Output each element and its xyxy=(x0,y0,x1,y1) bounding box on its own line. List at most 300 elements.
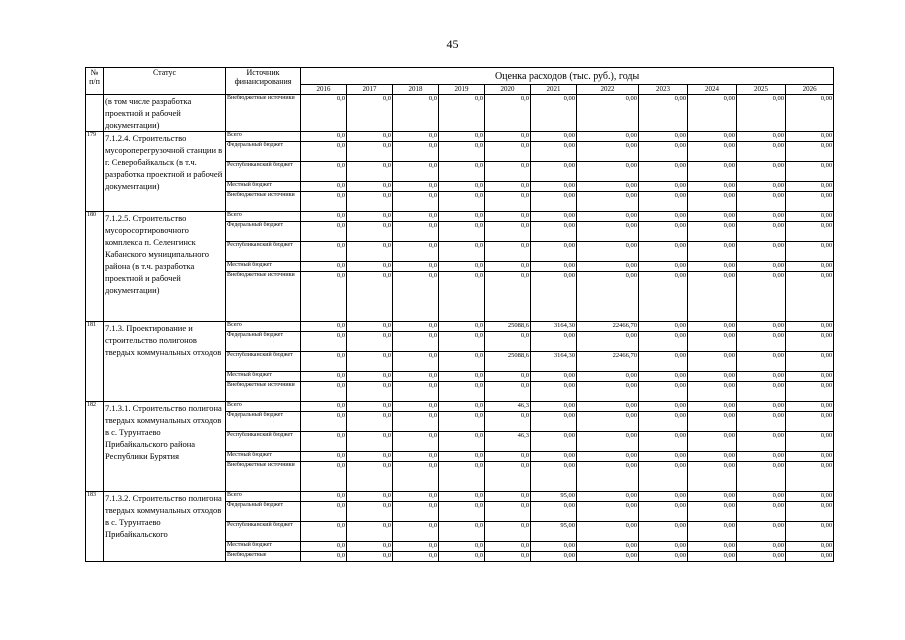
header-estimate: Оценка расходов (тыс. руб.), годы xyxy=(301,68,834,85)
value-cell: 0,00 xyxy=(577,462,639,492)
value-cell: 0,00 xyxy=(639,552,688,562)
status-cell: 7.1.3.2. Строительство полигона твердых коммунальных отходов в с. Турунтаево Прибайкальского xyxy=(104,492,226,562)
row-number: 180 xyxy=(86,212,104,322)
funding-source: Местный бюджет xyxy=(226,262,301,272)
value-cell: 0,00 xyxy=(531,162,577,182)
value-cell: 0,0 xyxy=(347,262,393,272)
table-row xyxy=(86,402,834,412)
value-cell: 0,0 xyxy=(485,212,531,222)
header-year: 2018 xyxy=(393,85,439,95)
value-cell: 0,00 xyxy=(737,192,786,212)
value-cell: 0,00 xyxy=(688,432,737,452)
header-year: 2023 xyxy=(639,85,688,95)
funding-source: Республиканский бюджет xyxy=(226,522,301,542)
funding-source: Республиканский бюджет xyxy=(226,242,301,262)
value-cell: 0,0 xyxy=(439,462,485,492)
value-cell: 0,0 xyxy=(393,492,439,502)
value-cell: 0,00 xyxy=(737,142,786,162)
funding-source: Внебюджетные источники xyxy=(226,272,301,322)
value-cell: 0,00 xyxy=(688,502,737,522)
value-cell: 0,00 xyxy=(688,372,737,382)
value-cell: 0,00 xyxy=(688,402,737,412)
value-cell: 0,00 xyxy=(639,502,688,522)
value-cell: 0,0 xyxy=(439,95,485,132)
header-year: 2026 xyxy=(786,85,834,95)
value-cell: 0,0 xyxy=(301,322,347,332)
value-cell: 0,0 xyxy=(301,462,347,492)
value-cell: 0,0 xyxy=(439,272,485,322)
value-cell: 0,0 xyxy=(301,402,347,412)
value-cell: 0,0 xyxy=(393,352,439,372)
value-cell: 0,00 xyxy=(639,372,688,382)
value-cell: 0,00 xyxy=(639,462,688,492)
value-cell: 0,00 xyxy=(577,552,639,562)
value-cell: 0,0 xyxy=(439,542,485,552)
value-cell: 0,00 xyxy=(737,522,786,542)
value-cell: 0,00 xyxy=(639,352,688,372)
value-cell: 0,0 xyxy=(393,162,439,182)
value-cell: 0,0 xyxy=(347,182,393,192)
value-cell: 0,00 xyxy=(737,242,786,262)
value-cell: 0,00 xyxy=(531,542,577,552)
value-cell: 0,00 xyxy=(639,182,688,192)
value-cell: 0,0 xyxy=(393,262,439,272)
value-cell: 0,00 xyxy=(639,322,688,332)
value-cell: 0,00 xyxy=(688,382,737,402)
value-cell: 0,00 xyxy=(531,192,577,212)
value-cell: 0,00 xyxy=(577,212,639,222)
value-cell: 0,0 xyxy=(439,162,485,182)
value-cell: 0,0 xyxy=(485,492,531,502)
value-cell: 0,00 xyxy=(688,262,737,272)
value-cell: 0,0 xyxy=(485,222,531,242)
value-cell: 0,00 xyxy=(688,182,737,192)
value-cell: 0,0 xyxy=(347,412,393,432)
value-cell: 0,0 xyxy=(347,212,393,222)
value-cell: 0,0 xyxy=(439,132,485,142)
table-row xyxy=(86,212,834,222)
value-cell: 0,0 xyxy=(393,132,439,142)
value-cell: 0,00 xyxy=(639,402,688,412)
value-cell: 0,00 xyxy=(531,272,577,322)
value-cell: 0,00 xyxy=(688,492,737,502)
value-cell: 0,0 xyxy=(485,132,531,142)
value-cell: 0,0 xyxy=(347,242,393,262)
value-cell: 0,0 xyxy=(485,262,531,272)
value-cell: 0,00 xyxy=(688,132,737,142)
value-cell: 0,0 xyxy=(393,222,439,242)
value-cell: 0,0 xyxy=(301,182,347,192)
funding-source: Республиканский бюджет xyxy=(226,432,301,452)
value-cell: 0,00 xyxy=(786,542,834,552)
funding-source: Всего xyxy=(226,322,301,332)
value-cell: 0,00 xyxy=(531,242,577,262)
value-cell: 0,00 xyxy=(577,242,639,262)
value-cell: 0,00 xyxy=(531,402,577,412)
table-row xyxy=(86,95,834,132)
value-cell: 0,00 xyxy=(577,95,639,132)
value-cell: 0,0 xyxy=(393,402,439,412)
value-cell: 0,0 xyxy=(393,372,439,382)
value-cell: 0,0 xyxy=(393,452,439,462)
value-cell: 0,00 xyxy=(688,522,737,542)
value-cell: 0,00 xyxy=(639,222,688,242)
value-cell: 0,0 xyxy=(439,432,485,452)
status-cell: 7.1.3. Проектирование и строительство полигонов твердых коммунальных отходов xyxy=(104,322,226,402)
value-cell: 0,0 xyxy=(301,492,347,502)
value-cell: 0,00 xyxy=(688,222,737,242)
value-cell: 0,00 xyxy=(577,492,639,502)
value-cell: 0,00 xyxy=(531,432,577,452)
status-cell: 7.1.2.4. Строительство мусороперегрузочной станции в г. Северобайкальск (в т.ч. разработка проектной и рабочей документации) xyxy=(104,132,226,212)
value-cell: 0,00 xyxy=(737,162,786,182)
value-cell: 0,0 xyxy=(301,372,347,382)
value-cell: 0,0 xyxy=(347,432,393,452)
funding-source: Внебюджетные источники xyxy=(226,95,301,132)
value-cell: 0,00 xyxy=(577,182,639,192)
value-cell: 0,0 xyxy=(439,332,485,352)
funding-source: Федеральный бюджет xyxy=(226,412,301,432)
funding-source: Внебюджетные источники xyxy=(226,382,301,402)
value-cell: 0,0 xyxy=(439,242,485,262)
value-cell: 0,00 xyxy=(786,372,834,382)
funding-source: Федеральный бюджет xyxy=(226,332,301,352)
value-cell: 0,0 xyxy=(301,382,347,402)
value-cell: 0,0 xyxy=(301,272,347,322)
value-cell: 0,0 xyxy=(347,162,393,182)
value-cell: 0,0 xyxy=(439,142,485,162)
value-cell: 0,00 xyxy=(737,132,786,142)
value-cell: 0,0 xyxy=(439,262,485,272)
value-cell: 0,00 xyxy=(577,382,639,402)
value-cell: 0,00 xyxy=(639,432,688,452)
value-cell: 0,00 xyxy=(688,242,737,262)
value-cell: 0,0 xyxy=(485,332,531,352)
value-cell: 0,0 xyxy=(393,182,439,192)
value-cell: 0,00 xyxy=(737,212,786,222)
row-number: 179 xyxy=(86,132,104,212)
value-cell: 0,0 xyxy=(301,212,347,222)
value-cell: 0,0 xyxy=(439,382,485,402)
value-cell: 0,00 xyxy=(639,412,688,432)
value-cell: 0,00 xyxy=(531,382,577,402)
value-cell: 0,0 xyxy=(347,492,393,502)
value-cell: 0,00 xyxy=(639,142,688,162)
value-cell: 0,0 xyxy=(301,352,347,372)
value-cell: 0,00 xyxy=(639,542,688,552)
value-cell: 0,0 xyxy=(347,452,393,462)
table-row xyxy=(86,492,834,502)
value-cell: 0,00 xyxy=(531,132,577,142)
value-cell: 0,00 xyxy=(577,262,639,272)
funding-source: Всего xyxy=(226,492,301,502)
value-cell: 0,00 xyxy=(786,432,834,452)
value-cell: 0,00 xyxy=(786,412,834,432)
value-cell: 0,0 xyxy=(347,462,393,492)
value-cell: 0,0 xyxy=(347,502,393,522)
value-cell: 0,0 xyxy=(393,382,439,402)
value-cell: 0,00 xyxy=(531,412,577,432)
value-cell: 0,00 xyxy=(639,95,688,132)
funding-source: Федеральный бюджет xyxy=(226,502,301,522)
value-cell: 0,0 xyxy=(393,432,439,452)
value-cell: 0,0 xyxy=(393,552,439,562)
value-cell: 0,00 xyxy=(639,262,688,272)
value-cell: 0,00 xyxy=(737,382,786,402)
value-cell: 0,00 xyxy=(786,352,834,372)
value-cell: 0,0 xyxy=(301,162,347,182)
value-cell: 0,00 xyxy=(531,222,577,242)
value-cell: 0,00 xyxy=(786,212,834,222)
value-cell: 0,00 xyxy=(639,192,688,212)
value-cell: 0,00 xyxy=(786,182,834,192)
value-cell: 0,00 xyxy=(786,402,834,412)
value-cell: 0,0 xyxy=(439,372,485,382)
value-cell: 0,00 xyxy=(786,262,834,272)
value-cell: 0,0 xyxy=(393,542,439,552)
value-cell: 0,00 xyxy=(688,412,737,432)
value-cell: 22466,70 xyxy=(577,322,639,332)
value-cell: 0,00 xyxy=(786,552,834,562)
value-cell: 0,00 xyxy=(688,462,737,492)
value-cell: 0,00 xyxy=(786,462,834,492)
value-cell: 0,00 xyxy=(786,132,834,142)
value-cell: 0,0 xyxy=(485,502,531,522)
value-cell: 0,00 xyxy=(786,502,834,522)
value-cell: 0,0 xyxy=(301,542,347,552)
value-cell: 0,00 xyxy=(639,452,688,462)
value-cell: 95,00 xyxy=(531,492,577,502)
value-cell: 0,00 xyxy=(688,95,737,132)
value-cell: 0,00 xyxy=(737,95,786,132)
value-cell: 0,0 xyxy=(393,192,439,212)
value-cell: 0,0 xyxy=(301,142,347,162)
value-cell: 0,00 xyxy=(531,95,577,132)
value-cell: 0,0 xyxy=(439,222,485,242)
value-cell: 0,0 xyxy=(439,402,485,412)
header-year: 2022 xyxy=(577,85,639,95)
status-cell: 7.1.2.5. Строительство мусоросортировочного комплекса п. Селенгинск Кабанского муниципального района (в т.ч. разработка проектной и рабочей документации) xyxy=(104,212,226,322)
value-cell: 0,0 xyxy=(347,522,393,542)
page-number: 45 xyxy=(446,37,459,51)
value-cell: 0,00 xyxy=(577,522,639,542)
value-cell: 0,00 xyxy=(688,352,737,372)
value-cell: 0,00 xyxy=(688,542,737,552)
value-cell: 0,00 xyxy=(577,372,639,382)
value-cell: 0,0 xyxy=(485,452,531,462)
funding-source: Местный бюджет xyxy=(226,542,301,552)
value-cell: 0,0 xyxy=(485,162,531,182)
value-cell: 0,0 xyxy=(347,142,393,162)
funding-source: Местный бюджет xyxy=(226,182,301,192)
value-cell: 0,00 xyxy=(737,322,786,332)
value-cell: 0,0 xyxy=(301,95,347,132)
value-cell: 0,00 xyxy=(737,502,786,522)
header-num: № п/п xyxy=(86,68,104,95)
value-cell: 0,0 xyxy=(393,272,439,322)
value-cell: 0,00 xyxy=(688,162,737,182)
value-cell: 0,00 xyxy=(786,332,834,352)
value-cell: 0,0 xyxy=(485,462,531,492)
value-cell: 0,00 xyxy=(639,242,688,262)
value-cell: 0,0 xyxy=(485,542,531,552)
value-cell: 0,00 xyxy=(737,552,786,562)
value-cell: 0,00 xyxy=(531,332,577,352)
value-cell: 0,00 xyxy=(531,142,577,162)
value-cell: 0,00 xyxy=(688,142,737,162)
value-cell: 0,0 xyxy=(393,322,439,332)
value-cell: 0,0 xyxy=(301,332,347,352)
value-cell: 95,00 xyxy=(531,522,577,542)
value-cell: 0,00 xyxy=(688,332,737,352)
header-year: 2017 xyxy=(347,85,393,95)
value-cell: 0,00 xyxy=(786,192,834,212)
value-cell: 0,0 xyxy=(347,132,393,142)
value-cell: 0,00 xyxy=(639,522,688,542)
value-cell: 0,0 xyxy=(301,432,347,452)
value-cell: 0,0 xyxy=(393,142,439,162)
row-number: 183 xyxy=(86,492,104,562)
value-cell: 0,0 xyxy=(393,502,439,522)
funding-source: Федеральный бюджет xyxy=(226,142,301,162)
value-cell: 0,0 xyxy=(347,272,393,322)
value-cell: 0,00 xyxy=(577,272,639,322)
value-cell: 0,0 xyxy=(301,132,347,142)
value-cell: 46,3 xyxy=(485,402,531,412)
value-cell: 0,0 xyxy=(439,182,485,192)
header-year: 2020 xyxy=(485,85,531,95)
status-cell: (в том числе разработка проектной и рабочей документации) xyxy=(104,95,226,132)
value-cell: 0,0 xyxy=(439,492,485,502)
value-cell: 0,0 xyxy=(439,552,485,562)
value-cell: 0,00 xyxy=(639,382,688,402)
value-cell: 0,0 xyxy=(393,522,439,542)
value-cell: 0,0 xyxy=(485,412,531,432)
value-cell: 0,00 xyxy=(577,452,639,462)
value-cell: 0,0 xyxy=(347,382,393,402)
value-cell: 0,0 xyxy=(485,192,531,212)
value-cell: 25088,6 xyxy=(485,352,531,372)
table-row xyxy=(86,322,834,332)
value-cell: 0,00 xyxy=(639,132,688,142)
value-cell: 0,0 xyxy=(439,322,485,332)
value-cell: 0,00 xyxy=(688,212,737,222)
value-cell: 0,0 xyxy=(485,382,531,402)
value-cell: 0,00 xyxy=(737,272,786,322)
value-cell: 0,0 xyxy=(347,352,393,372)
value-cell: 0,00 xyxy=(737,452,786,462)
value-cell: 0,0 xyxy=(439,352,485,372)
value-cell: 0,00 xyxy=(786,162,834,182)
header-year: 2025 xyxy=(737,85,786,95)
value-cell: 0,00 xyxy=(786,492,834,502)
value-cell: 0,00 xyxy=(786,142,834,162)
value-cell: 0,00 xyxy=(639,332,688,352)
value-cell: 0,00 xyxy=(639,212,688,222)
value-cell: 0,0 xyxy=(347,192,393,212)
value-cell: 0,00 xyxy=(577,162,639,182)
value-cell: 0,0 xyxy=(347,402,393,412)
value-cell: 0,0 xyxy=(485,182,531,192)
value-cell: 0,0 xyxy=(301,452,347,462)
value-cell: 0,0 xyxy=(301,522,347,542)
value-cell: 0,0 xyxy=(301,552,347,562)
value-cell: 0,0 xyxy=(485,522,531,542)
value-cell: 0,00 xyxy=(531,552,577,562)
funding-source: Всего xyxy=(226,132,301,142)
value-cell: 0,00 xyxy=(577,332,639,352)
status-cell: 7.1.3.1. Строительство полигона твердых коммунальных отходов в с. Турунтаево Прибайкальского района Республики Бурятия xyxy=(104,402,226,492)
funding-source: Всего xyxy=(226,402,301,412)
value-cell: 0,00 xyxy=(531,212,577,222)
value-cell: 0,00 xyxy=(786,242,834,262)
value-cell: 0,0 xyxy=(301,502,347,522)
value-cell: 0,00 xyxy=(577,412,639,432)
value-cell: 0,0 xyxy=(485,272,531,322)
value-cell: 0,0 xyxy=(439,452,485,462)
value-cell: 0,0 xyxy=(439,212,485,222)
value-cell: 0,0 xyxy=(439,502,485,522)
value-cell: 0,00 xyxy=(577,222,639,242)
value-cell: 0,00 xyxy=(577,142,639,162)
value-cell: 0,00 xyxy=(531,372,577,382)
value-cell: 0,00 xyxy=(577,192,639,212)
value-cell: 0,00 xyxy=(737,542,786,552)
value-cell: 0,00 xyxy=(577,432,639,452)
value-cell: 0,00 xyxy=(786,222,834,242)
value-cell: 0,00 xyxy=(531,182,577,192)
header-year: 2019 xyxy=(439,85,485,95)
value-cell: 0,00 xyxy=(786,452,834,462)
budget-table xyxy=(85,67,834,562)
funding-source: Федеральный бюджет xyxy=(226,222,301,242)
value-cell: 0,0 xyxy=(393,412,439,432)
value-cell: 0,00 xyxy=(737,462,786,492)
value-cell: 0,00 xyxy=(531,262,577,272)
value-cell: 0,00 xyxy=(639,272,688,322)
value-cell: 0,00 xyxy=(688,192,737,212)
value-cell: 0,0 xyxy=(301,412,347,432)
row-number xyxy=(86,95,104,132)
value-cell: 0,0 xyxy=(347,322,393,332)
table-row xyxy=(86,132,834,142)
value-cell: 0,0 xyxy=(301,222,347,242)
funding-source: Местный бюджет xyxy=(226,452,301,462)
value-cell: 0,0 xyxy=(485,552,531,562)
funding-source: Местный бюджет xyxy=(226,372,301,382)
value-cell: 0,0 xyxy=(347,542,393,552)
value-cell: 0,00 xyxy=(531,462,577,492)
value-cell: 0,0 xyxy=(485,242,531,262)
value-cell: 0,0 xyxy=(439,522,485,542)
value-cell: 0,0 xyxy=(485,95,531,132)
value-cell: 0,0 xyxy=(393,212,439,222)
value-cell: 0,0 xyxy=(439,412,485,432)
value-cell: 0,00 xyxy=(786,522,834,542)
value-cell: 0,0 xyxy=(347,372,393,382)
row-number: 182 xyxy=(86,402,104,492)
header-year: 2016 xyxy=(301,85,347,95)
value-cell: 0,00 xyxy=(639,162,688,182)
value-cell: 0,0 xyxy=(439,192,485,212)
value-cell: 0,00 xyxy=(688,452,737,462)
value-cell: 0,00 xyxy=(577,402,639,412)
value-cell: 0,00 xyxy=(737,432,786,452)
value-cell: 0,00 xyxy=(737,492,786,502)
value-cell: 46,3 xyxy=(485,432,531,452)
value-cell: 0,00 xyxy=(737,222,786,242)
row-number: 181 xyxy=(86,322,104,402)
